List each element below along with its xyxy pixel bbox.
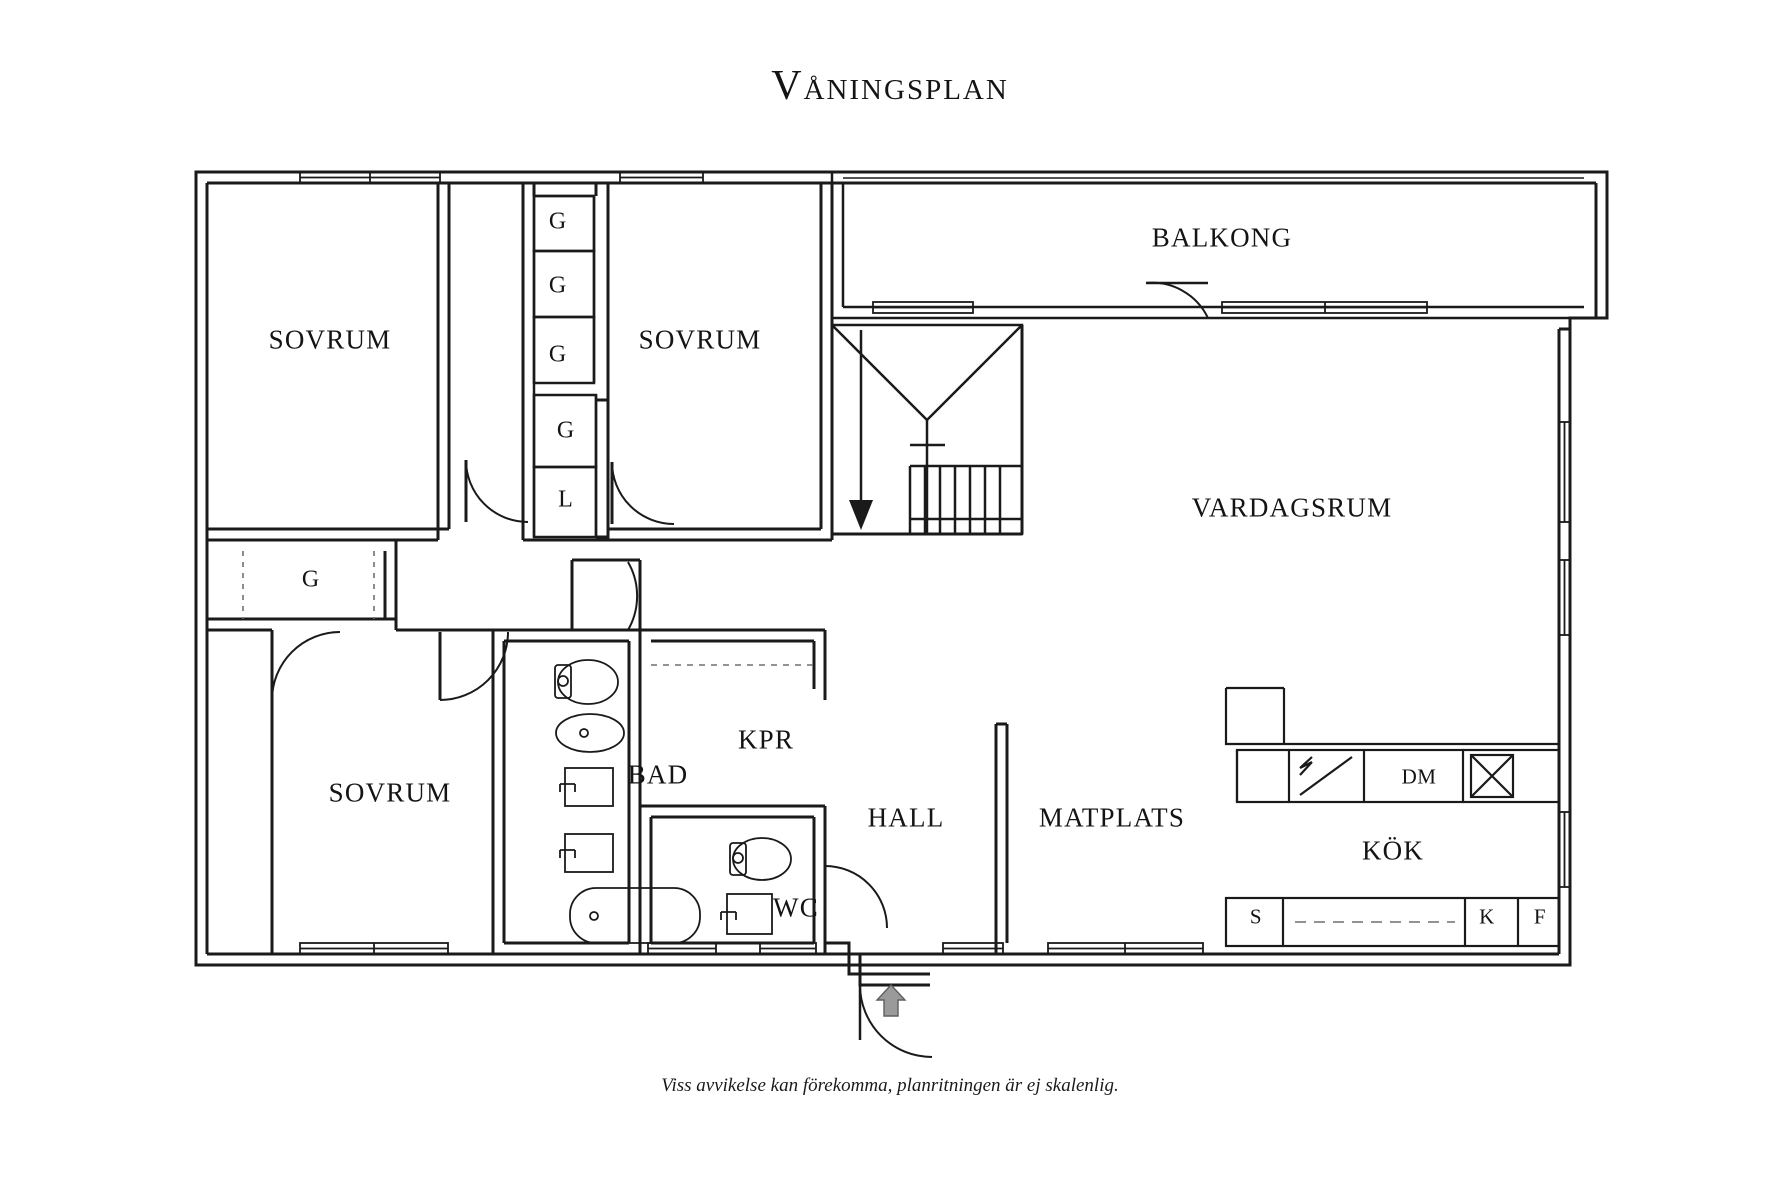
toilet-bad (555, 660, 618, 704)
stairs-direction-arrow (849, 330, 873, 530)
appliance-label-f: F (1533, 904, 1547, 929)
room-label-sovrum-top-mid: SOVRUM (638, 324, 762, 355)
closet-label-g-3: G (548, 341, 568, 368)
room-label-vardagsrum: VARDAGSRUM (1191, 492, 1393, 523)
toilet-wc (730, 838, 791, 880)
room-label-balkong: BALKONG (1151, 222, 1293, 253)
disclaimer-note: Viss avvikelse kan förekomma, planritningen är ej skalenlig. (661, 1075, 1119, 1096)
room-label-sovrum-bottom: SOVRUM (328, 777, 452, 808)
room-label-kok: KÖK (1361, 835, 1425, 866)
appliance-label-k: K (1479, 904, 1495, 929)
closet-label-g-1: G (548, 208, 568, 235)
bathtub (570, 888, 700, 943)
basin-bad (556, 714, 624, 752)
room-label-hall: HALL (867, 802, 945, 833)
closet-label-g-4: G (556, 417, 576, 444)
page-title: Våningsplan (771, 63, 1009, 109)
closet-label-l-1: L (558, 486, 574, 513)
entry-direction-arrow (877, 985, 905, 1016)
closet-label-g-2: G (548, 272, 568, 299)
room-label-matplats: MATPLATS (1038, 802, 1186, 833)
room-label-kpr: KPR (737, 724, 795, 755)
kitchen-counters (1226, 688, 1559, 946)
room-label-wc: WC (773, 892, 819, 923)
room-label-sovrum-top-left: SOVRUM (268, 324, 392, 355)
appliance-label-dm: DM (1401, 764, 1437, 789)
room-label-bad: BAD (627, 759, 689, 790)
appliance-label-s: S (1249, 904, 1263, 929)
wc-cabinet (721, 894, 772, 934)
bathroom-cabinets (560, 768, 613, 872)
closet-label-g-5: G (301, 566, 321, 593)
